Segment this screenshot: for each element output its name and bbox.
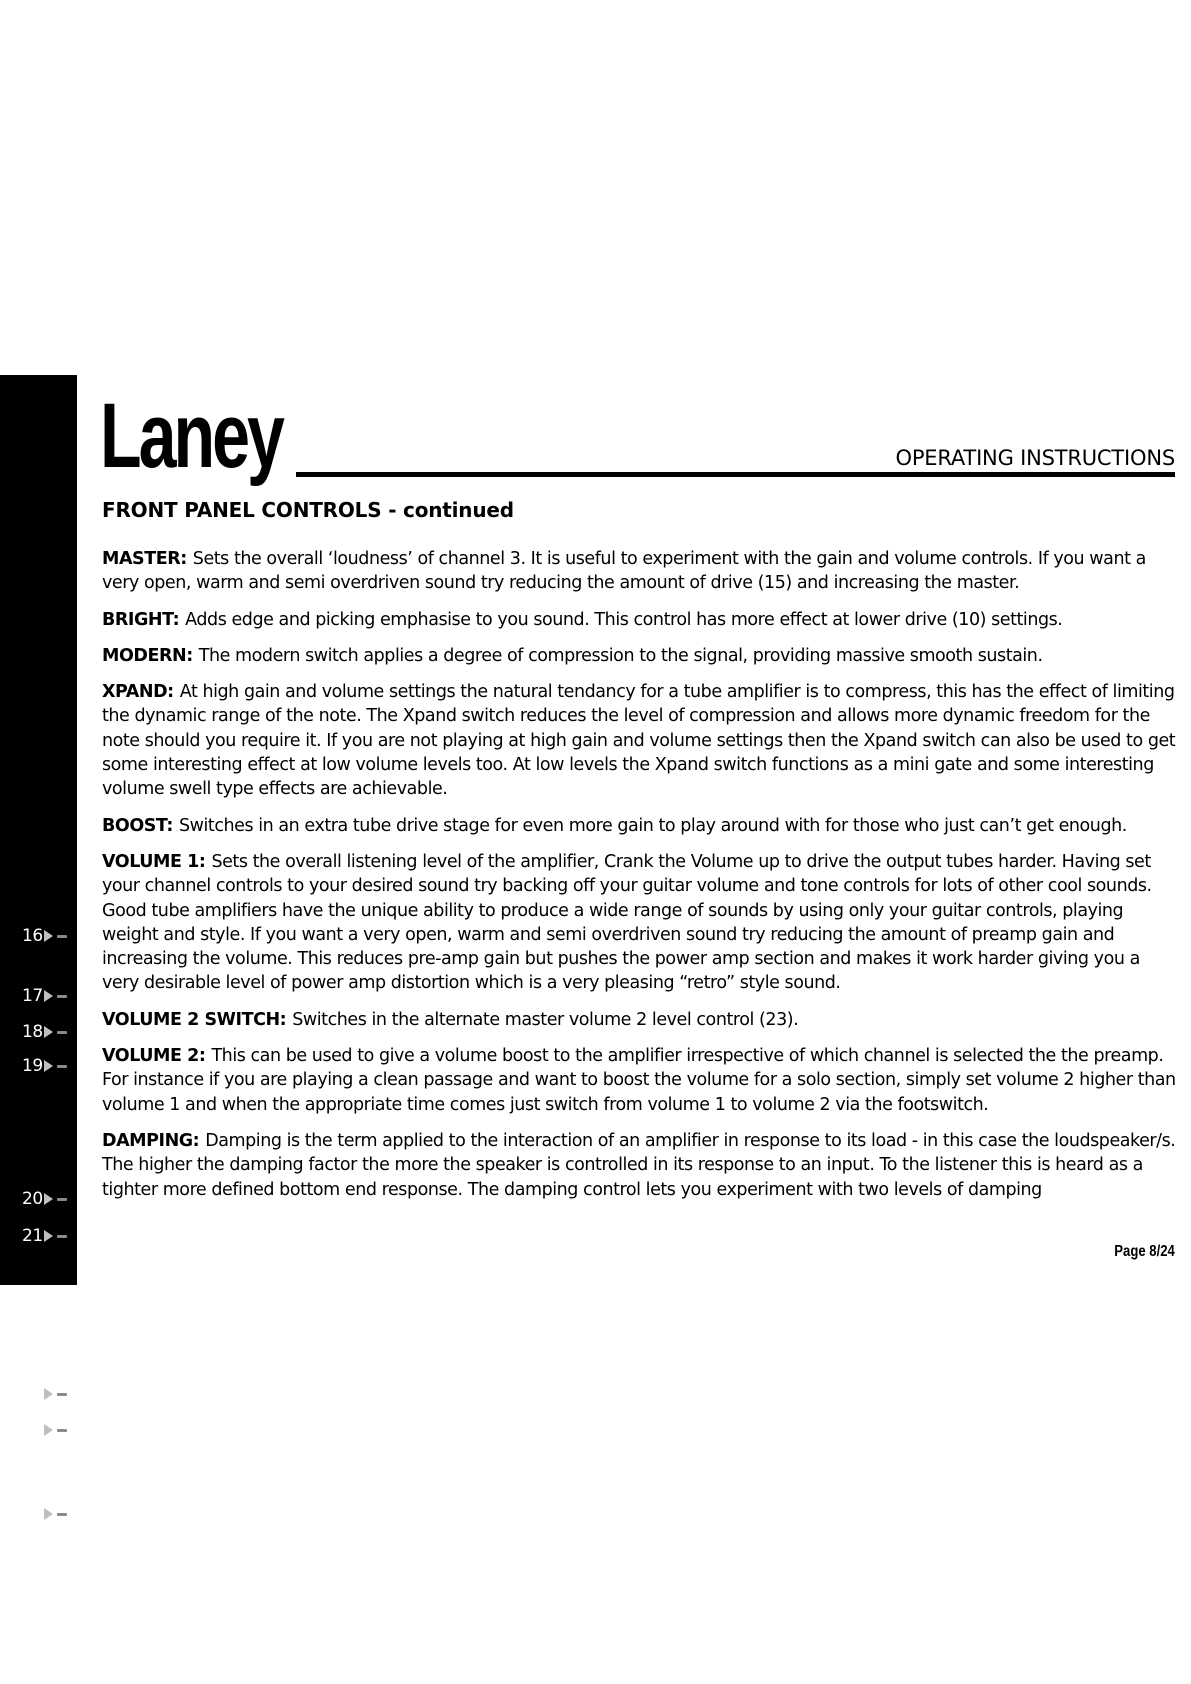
arrow-tail [57,1065,67,1068]
entry-label: VOLUME 1: [102,851,206,872]
arrow-tail [57,1198,67,1201]
arrow-icon [44,1388,53,1400]
marker-number: 19 [22,1056,43,1076]
entry-text: The modern switch applies a degree of compression to the signal, providing massive smooth sustain. [198,645,1043,666]
entry-boost [102,814,1177,838]
entry-label: MASTER: [102,549,187,569]
arrow-tail [57,995,67,998]
marker-18 [22,1021,72,1043]
marker-23 [22,1419,72,1441]
entry-volume-2 [102,1044,1177,1117]
arrow-tail [57,1429,67,1432]
entry-bright [102,608,1177,632]
entry-text: At high gain and volume settings the natural tendancy for a tube amplifier is to compress, this has the effect of limiting the dynamic range of the note. The Xpand switch reduces the level of compression and allows more dynamic freedom for the note should you require it. If you are not playing at high gain and volume settings then the Xpand switch can also be used to get some interesting effect at low volume levels too. At low levels the Xpand switch functions as a mini gate and some interesting volume swell type effects are achievable. [102,682,1176,800]
arrow-icon [44,990,53,1002]
marker-22 [22,1383,72,1405]
arrow-icon [44,1424,53,1436]
arrow-icon [44,930,53,942]
entry-text: Switches in the alternate master volume 2 level control (23). [292,1009,799,1030]
control-descriptions [102,547,1177,1214]
arrow-tail [57,1235,67,1238]
marker-number: 21 [22,1226,43,1246]
section-title: FRONT PANEL CONTROLS - continued [102,498,514,522]
arrow-icon [44,1193,53,1205]
entry-text: Sets the overall ‘loudness’ of channel 3. It is useful to experiment with the gain and volume controls. If you want a very open, warm and semi overdriven sound try reducing the amount of drive (15) and increasing the master. [102,549,1146,594]
entry-text: Switches in an extra tube drive stage for even more gain to play around with for those who just can’t get enough. [178,815,1127,836]
marker-16 [22,925,72,947]
entry-label: BOOST: [102,815,173,836]
marker-17 [22,985,72,1007]
arrow-icon [44,1508,53,1520]
entry-damping [102,1129,1177,1202]
arrow-icon [44,1026,53,1038]
marker-number: 23 [22,1420,43,1440]
entry-label: VOLUME 2: [102,1046,206,1067]
arrow-tail [57,935,67,938]
marker-19 [22,1055,72,1077]
entry-text: Adds edge and picking emphasise to you sound. This control has more effect at lower drive (10) settings. [185,609,1063,630]
marker-21 [22,1225,72,1247]
arrow-tail [57,1393,67,1396]
entry-master [102,547,1177,596]
entry-text: This can be used to give a volume boost to the amplifier irrespective of which channel is selected the the preamp. For instance if you are playing a clean passage and want to boost the volume for a solo section, simply set volume 2 higher than volume 1 and when the appropriate time comes just switch from volume 1 to volume 2 via the footswitch. [102,1046,1176,1115]
marker-24 [22,1503,72,1525]
entry-label: XPAND: [102,682,174,703]
header-rule [296,472,1175,477]
marker-number: 18 [22,1022,43,1042]
marker-number: 17 [22,986,43,1006]
arrow-tail [57,1031,67,1034]
entry-modern [102,644,1177,668]
arrow-icon [44,1230,53,1242]
entry-text: Sets the overall listening level of the amplifier, Crank the Volume up to drive the output tubes harder. Having set your channel controls to your desired sound try backing off your guitar volume and tone controls for lots of other cool sounds. Good tube amplifiers have the unique ability to produce a wide range of sounds by using only your guitar controls, playing weight and style. If you want a very open, warm and semi overdriven sound try reducing the amount of preamp gain and increasing the volume. This reduces pre-amp gain but pushes the power amp section and makes it work harder giving you a very desirable level of power amp distortion which is a very pleasing “retro” style sound. [102,851,1152,994]
entry-label: BRIGHT: [102,609,180,630]
entry-volume-2-switch [102,1008,1177,1032]
entry-label: VOLUME 2 SWITCH: [102,1009,287,1030]
arrow-tail [57,1513,67,1516]
sidebar-band [0,375,77,1524]
marker-number: 16 [22,926,43,946]
entry-text: Damping is the term applied to the interaction of an amplifier in response to its load - in this case the loudspeaker/s. The higher the damping factor the more the speaker is controlled in its response to an input. To the listener this is heard as a tighter more defined bottom end response. The damping control lets you experiment with two levels of damping [102,1130,1176,1200]
page-number: Page 8/24 [1114,1243,1175,1260]
entry-xpand [102,680,1177,801]
entry-volume-1 [102,850,1177,996]
marker-number: 20 [22,1189,43,1209]
marker-20 [22,1188,72,1210]
entry-label: MODERN: [102,645,193,666]
marker-number: 24 [22,1504,43,1524]
entry-label: DAMPING: [102,1130,200,1151]
header-title: OPERATING INSTRUCTIONS [895,446,1175,470]
marker-number: 22 [22,1384,43,1404]
arrow-icon [44,1060,53,1072]
brand-logo: Laney [100,385,282,487]
